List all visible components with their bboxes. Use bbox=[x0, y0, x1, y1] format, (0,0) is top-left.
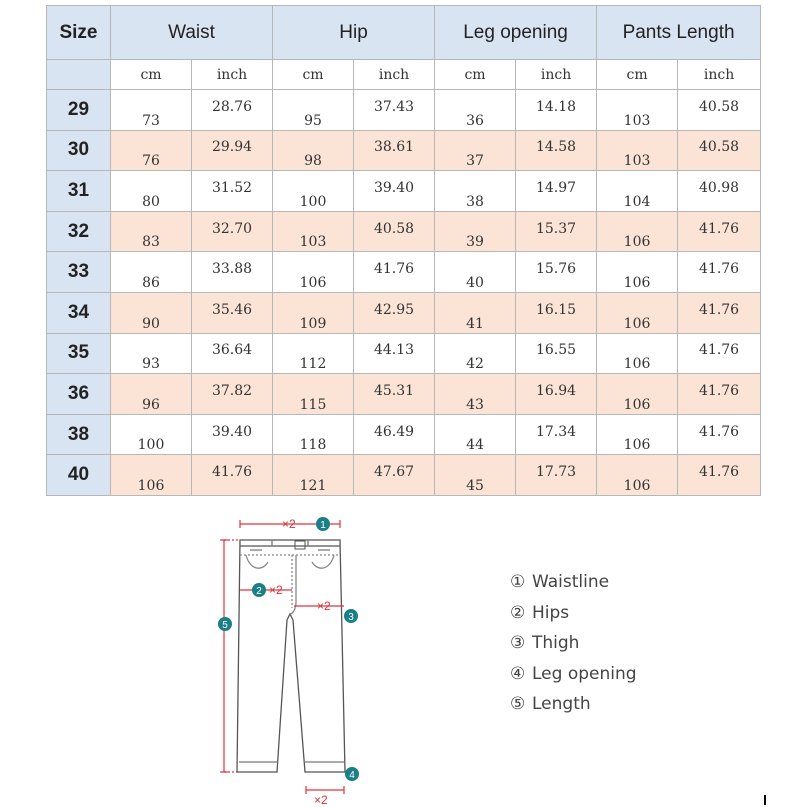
size-cell: 35 bbox=[47, 333, 111, 374]
inch-cell: 39.40 bbox=[192, 414, 273, 455]
size-cell: 38 bbox=[47, 414, 111, 455]
measurement-legend bbox=[510, 570, 637, 723]
inch-cell: 41.76 bbox=[678, 333, 761, 374]
inch-cell: 14.97 bbox=[516, 171, 597, 212]
inch-cell: 41.76 bbox=[678, 455, 761, 496]
svg-text:3: 3 bbox=[348, 612, 354, 623]
cm-cell: 100 bbox=[111, 414, 192, 455]
cm-cell: 86 bbox=[111, 252, 192, 293]
table-row bbox=[47, 171, 761, 212]
leg-opening-multiplier-label: ×2 bbox=[314, 793, 328, 807]
legend-label: Leg opening bbox=[532, 663, 637, 684]
cm-cell: 44 bbox=[435, 414, 516, 455]
inch-cell: 16.15 bbox=[516, 292, 597, 333]
size-cell: 33 bbox=[47, 252, 111, 293]
cm-cell: 104 bbox=[597, 171, 678, 212]
unit-cell: cm bbox=[435, 60, 516, 90]
cm-cell: 103 bbox=[597, 90, 678, 131]
cm-cell: 106 bbox=[597, 414, 678, 455]
legend-number: ② bbox=[510, 602, 526, 623]
inch-cell: 17.73 bbox=[516, 455, 597, 496]
legend-label: Waistline bbox=[532, 572, 610, 592]
table-row bbox=[47, 333, 761, 374]
size-cell: 34 bbox=[47, 292, 111, 333]
inch-cell: 17.34 bbox=[516, 414, 597, 455]
cm-cell: 83 bbox=[111, 211, 192, 252]
table-row bbox=[47, 414, 761, 455]
header-size: Size bbox=[47, 6, 111, 60]
table-row bbox=[47, 374, 761, 415]
cm-cell: 106 bbox=[597, 252, 678, 293]
legend-number: ⑤ bbox=[510, 694, 526, 714]
size-cell: 31 bbox=[47, 171, 111, 212]
cm-cell: 98 bbox=[273, 130, 354, 171]
inch-cell: 14.58 bbox=[516, 130, 597, 171]
cm-cell: 103 bbox=[597, 130, 678, 171]
inch-cell: 14.18 bbox=[516, 90, 597, 131]
unit-cell: inch bbox=[354, 60, 435, 90]
inch-cell: 45.31 bbox=[354, 374, 435, 415]
marker-4 bbox=[345, 767, 359, 781]
cm-cell: 106 bbox=[597, 333, 678, 374]
cm-cell: 100 bbox=[273, 171, 354, 212]
inch-cell: 40.58 bbox=[678, 90, 761, 131]
inch-cell: 35.46 bbox=[192, 292, 273, 333]
thigh-multiplier-label: ×2 bbox=[317, 599, 331, 613]
table-row bbox=[47, 211, 761, 252]
hip-multiplier-label: ×2 bbox=[269, 583, 283, 597]
inch-cell: 15.37 bbox=[516, 211, 597, 252]
header-pants-length: Pants Length bbox=[597, 6, 761, 60]
svg-text:4: 4 bbox=[349, 770, 355, 781]
cm-cell: 115 bbox=[273, 374, 354, 415]
inch-cell: 39.40 bbox=[354, 171, 435, 212]
cm-cell: 106 bbox=[597, 455, 678, 496]
cm-cell: 95 bbox=[273, 90, 354, 131]
marker-2 bbox=[252, 583, 266, 597]
table-row bbox=[47, 455, 761, 496]
svg-text:5: 5 bbox=[222, 620, 228, 631]
inch-cell: 37.82 bbox=[192, 374, 273, 415]
cm-cell: 121 bbox=[273, 455, 354, 496]
inch-cell: 41.76 bbox=[678, 252, 761, 293]
legend-number: ① bbox=[510, 572, 526, 592]
header-leg-opening: Leg opening bbox=[435, 6, 597, 60]
svg-text:2: 2 bbox=[256, 586, 262, 597]
cm-cell: 106 bbox=[597, 374, 678, 415]
cm-cell: 40 bbox=[435, 252, 516, 293]
units-blank-cell bbox=[47, 60, 111, 90]
svg-text:1: 1 bbox=[320, 520, 326, 531]
cm-cell: 37 bbox=[435, 130, 516, 171]
inch-cell: 42.95 bbox=[354, 292, 435, 333]
header-waist: Waist bbox=[111, 6, 273, 60]
inch-cell: 16.94 bbox=[516, 374, 597, 415]
legend-item bbox=[510, 570, 637, 601]
pants-measurement-diagram bbox=[210, 510, 370, 807]
cm-cell: 90 bbox=[111, 292, 192, 333]
marker-5 bbox=[218, 617, 232, 631]
inch-cell: 33.88 bbox=[192, 252, 273, 293]
cm-cell: 36 bbox=[435, 90, 516, 131]
unit-cell: cm bbox=[273, 60, 354, 90]
inch-cell: 41.76 bbox=[678, 414, 761, 455]
unit-cell: cm bbox=[597, 60, 678, 90]
legend-number: ④ bbox=[510, 663, 526, 684]
legend-item bbox=[510, 662, 637, 693]
size-cell: 36 bbox=[47, 374, 111, 415]
legend-number: ③ bbox=[510, 633, 526, 653]
header-hip: Hip bbox=[273, 6, 435, 60]
unit-cell: cm bbox=[111, 60, 192, 90]
inch-cell: 40.58 bbox=[354, 211, 435, 252]
legend-item bbox=[510, 692, 637, 723]
units-row bbox=[47, 60, 761, 90]
cm-cell: 103 bbox=[273, 211, 354, 252]
cm-cell: 96 bbox=[111, 374, 192, 415]
inch-cell: 28.76 bbox=[192, 90, 273, 131]
legend-label: Hips bbox=[532, 602, 570, 623]
cm-cell: 43 bbox=[435, 374, 516, 415]
inch-cell: 37.43 bbox=[354, 90, 435, 131]
header-row bbox=[47, 6, 761, 60]
legend-item bbox=[510, 631, 637, 662]
marker-3 bbox=[344, 609, 358, 623]
inch-cell: 29.94 bbox=[192, 130, 273, 171]
size-cell: 32 bbox=[47, 211, 111, 252]
table-row bbox=[47, 292, 761, 333]
cm-cell: 73 bbox=[111, 90, 192, 131]
cm-cell: 109 bbox=[273, 292, 354, 333]
unit-cell: inch bbox=[678, 60, 761, 90]
cm-cell: 38 bbox=[435, 171, 516, 212]
inch-cell: 38.61 bbox=[354, 130, 435, 171]
marker-1 bbox=[316, 517, 330, 531]
inch-cell: 46.49 bbox=[354, 414, 435, 455]
unit-cell: inch bbox=[192, 60, 273, 90]
cm-cell: 76 bbox=[111, 130, 192, 171]
inch-cell: 47.67 bbox=[354, 455, 435, 496]
cm-cell: 41 bbox=[435, 292, 516, 333]
size-cell: 29 bbox=[47, 90, 111, 131]
cm-cell: 45 bbox=[435, 455, 516, 496]
cm-cell: 42 bbox=[435, 333, 516, 374]
cm-cell: 80 bbox=[111, 171, 192, 212]
cm-cell: 39 bbox=[435, 211, 516, 252]
inch-cell: 31.52 bbox=[192, 171, 273, 212]
inch-cell: 36.64 bbox=[192, 333, 273, 374]
cm-cell: 106 bbox=[111, 455, 192, 496]
waist-multiplier-label: ×2 bbox=[282, 517, 296, 531]
size-chart-table bbox=[46, 5, 761, 496]
table-row bbox=[47, 130, 761, 171]
inch-cell: 41.76 bbox=[192, 455, 273, 496]
unit-cell: inch bbox=[516, 60, 597, 90]
inch-cell: 44.13 bbox=[354, 333, 435, 374]
cm-cell: 93 bbox=[111, 333, 192, 374]
inch-cell: 41.76 bbox=[678, 292, 761, 333]
inch-cell: 40.98 bbox=[678, 171, 761, 212]
legend-label: Thigh bbox=[532, 633, 580, 653]
cm-cell: 118 bbox=[273, 414, 354, 455]
pants-outline bbox=[237, 540, 345, 772]
table-row bbox=[47, 252, 761, 293]
cm-cell: 106 bbox=[597, 292, 678, 333]
legend-label: Length bbox=[532, 694, 591, 714]
table-row bbox=[47, 90, 761, 131]
inch-cell: 40.58 bbox=[678, 130, 761, 171]
cm-cell: 112 bbox=[273, 333, 354, 374]
inch-cell: 15.76 bbox=[516, 252, 597, 293]
inch-cell: 16.55 bbox=[516, 333, 597, 374]
size-cell: 40 bbox=[47, 455, 111, 496]
waist-button bbox=[295, 541, 305, 549]
size-cell: 30 bbox=[47, 130, 111, 171]
cm-cell: 106 bbox=[597, 211, 678, 252]
inch-cell: 41.76 bbox=[678, 374, 761, 415]
inch-cell: 41.76 bbox=[354, 252, 435, 293]
legend-item bbox=[510, 601, 637, 632]
cm-cell: 106 bbox=[273, 252, 354, 293]
inch-cell: 32.70 bbox=[192, 211, 273, 252]
inch-cell: 41.76 bbox=[678, 211, 761, 252]
corner-mark bbox=[764, 795, 766, 805]
